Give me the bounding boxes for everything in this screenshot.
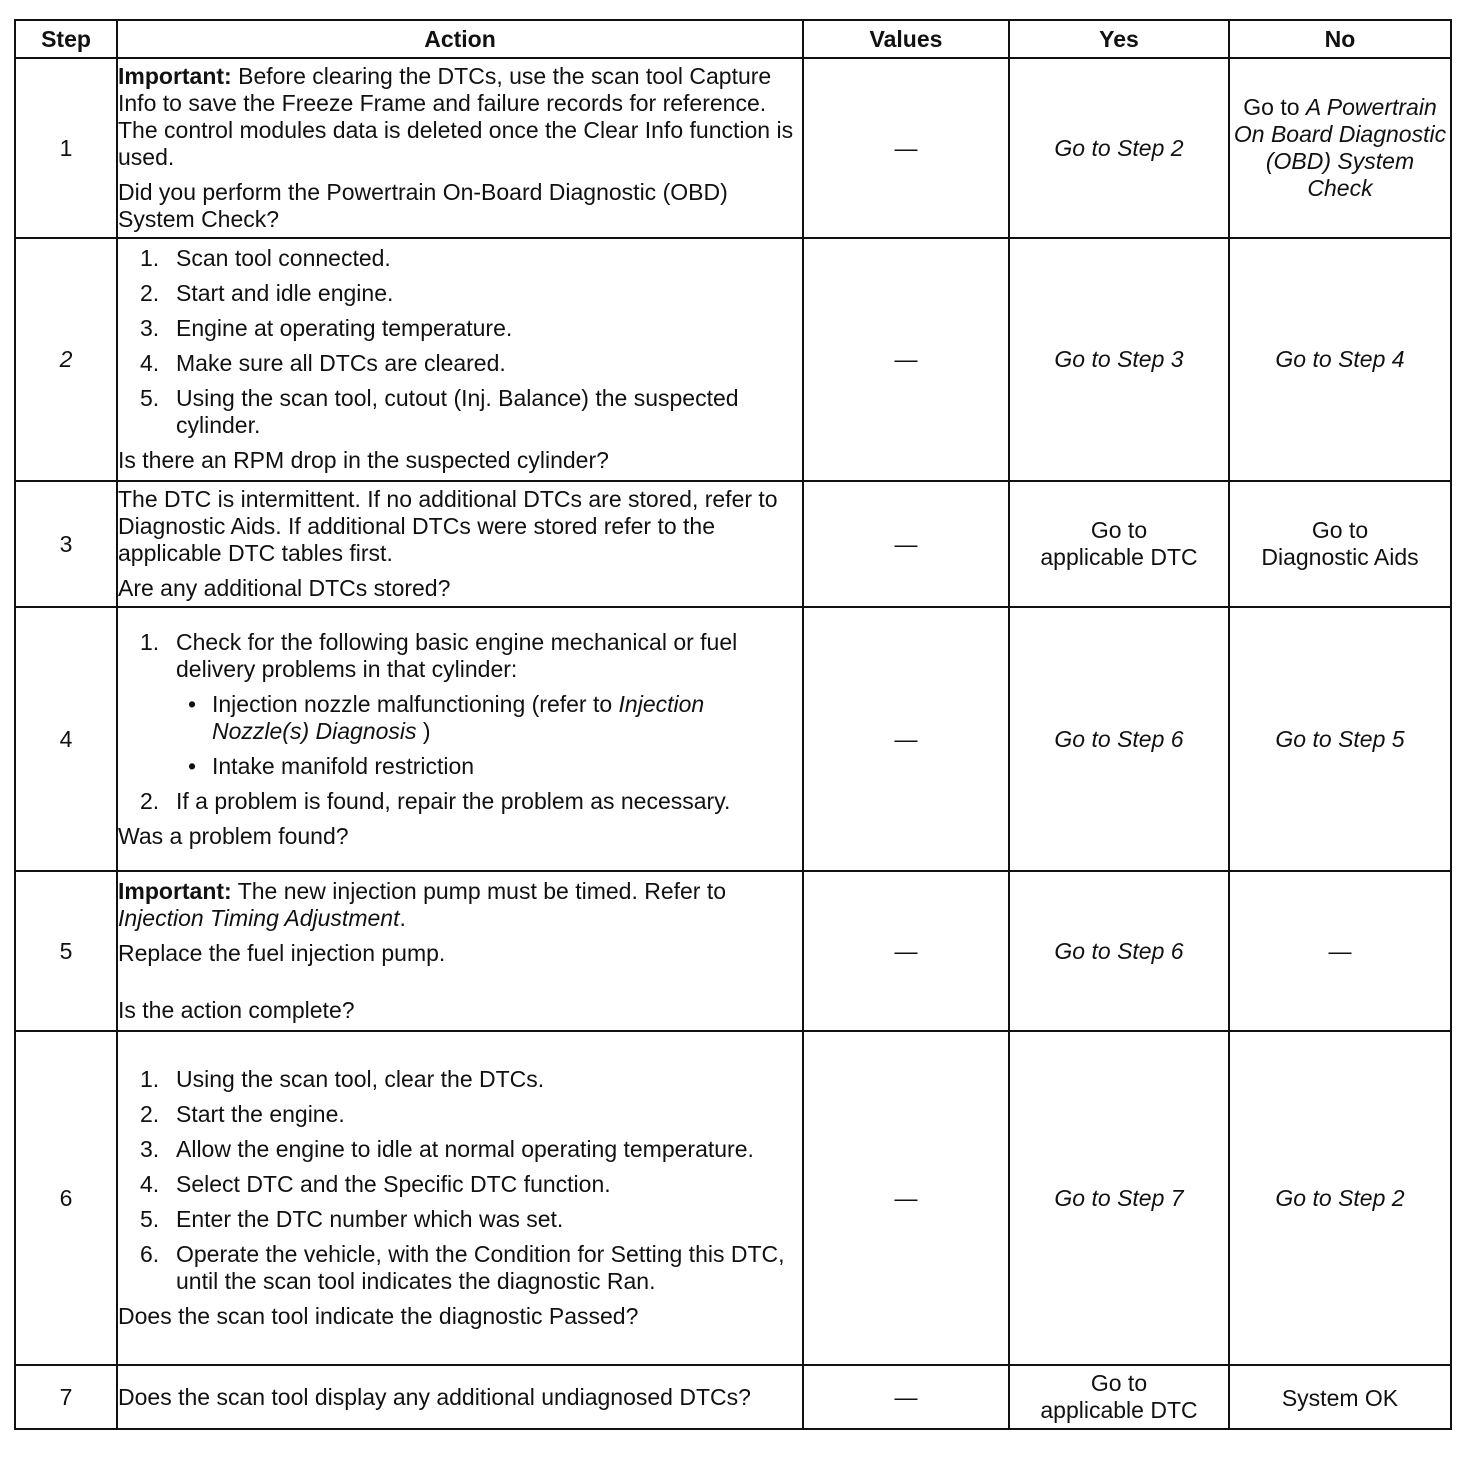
list-item-number: 3. [140,315,160,341]
list-item-number: 4. [140,1171,160,1197]
yes-cell [1009,238,1229,481]
action-cell [117,238,803,481]
important-text: Before clearing the DTCs, use the scan tool Capture Info to save the Freeze Frame and failure records for reference. The control modules data is deleted once the Clear Info function is used. [118,63,794,170]
no-outcome-prefix: Go to [1243,94,1306,120]
step-number: 7 [15,1365,117,1429]
table-row [15,1365,1451,1429]
table-row [15,238,1451,481]
action-cell [117,58,803,238]
values-cell [803,607,1009,871]
bullet-link[interactable]: Injection Nozzle(s) Diagnosis [212,690,705,744]
yes-outcome-link[interactable]: Go to Step 6 [1054,725,1184,752]
table-row [15,58,1451,238]
important-label: Important: [118,63,232,89]
list-item-number: 5. [140,385,160,411]
list-item [118,385,802,439]
yes-outcome-link[interactable] [1010,1368,1228,1426]
table-row [15,1031,1451,1365]
no-cell [1229,607,1451,871]
yes-outcome-link[interactable] [1010,513,1228,575]
yes-outcome-link[interactable]: Go to Step 2 [1054,134,1184,161]
list-item [118,315,802,342]
list-item [118,280,802,307]
bullet-icon: • [188,690,197,717]
no-outcome-link[interactable] [1230,90,1450,206]
yes-outcome-line: applicable DTC [1040,544,1198,570]
no-cell [1229,871,1451,1031]
no-dash: — [1328,937,1352,964]
list-item-text: Make sure all DTCs are cleared. [176,350,506,376]
yes-cell [1009,607,1229,871]
values-cell [803,481,1009,607]
sub-bullet-list [176,691,802,780]
table-row [15,481,1451,607]
list-item-text: Using the scan tool, clear the DTCs. [176,1066,545,1092]
action-text: Replace the fuel injection pump. [118,940,446,966]
step-number: 5 [15,871,117,1031]
list-item-text: Operate the vehicle, with the Condition for Setting this DTC, until the scan tool indicates the diagnostic Ran. [176,1241,785,1294]
list-item [118,1066,802,1093]
values-cell [803,238,1009,481]
diagnostic-table [14,19,1452,1430]
bullet-item [176,753,802,780]
table-row [15,607,1451,871]
no-cell [1229,1031,1451,1365]
yes-cell [1009,1365,1229,1429]
no-outcome-link[interactable]: Go to Step 4 [1275,346,1405,372]
yes-cell [1009,1031,1229,1365]
yes-outcome-link[interactable]: Go to Step 3 [1054,346,1184,372]
bullet-item [176,691,802,745]
value-dash: — [894,937,918,964]
value-dash: — [894,1184,918,1211]
important-label: Important: [118,878,232,904]
action-cell [117,1031,803,1365]
action-steps-list [118,629,802,815]
list-item-text: Scan tool connected. [176,245,391,271]
list-item-number: 5. [140,1206,160,1232]
bullet-text-end: ) [416,717,431,744]
list-item [118,1206,802,1233]
list-item-number: 2. [140,787,160,814]
table-row [15,871,1451,1031]
important-note [118,878,802,932]
values-cell [803,1031,1009,1365]
bullet-icon: • [188,752,197,779]
list-item-number: 4. [140,350,160,376]
step-number: 3 [15,481,117,607]
step-question: Was a problem found? [118,822,349,849]
header-values: Values [803,20,1009,58]
important-text: The new injection pump must be timed. Refer to [231,878,727,904]
list-item-number: 3. [140,1136,160,1162]
list-item [118,1241,802,1295]
step-number: 6 [15,1031,117,1365]
no-outcome-link[interactable] [1230,513,1450,575]
list-item [118,1101,802,1128]
list-item-text: Engine at operating temperature. [176,315,513,341]
important-text-end: . [399,905,406,931]
action-cell [117,871,803,1031]
list-item-text: Enter the DTC number which was set. [176,1206,564,1232]
step-question: Does the scan tool display any additional undiagnosed DTCs? [118,1383,751,1410]
list-item [118,1171,802,1198]
list-item-number: 2. [140,280,160,306]
bullet-text: Injection nozzle malfunctioning (refer to [212,690,619,717]
no-cell [1229,238,1451,481]
action-cell [117,1365,803,1429]
values-cell [803,1365,1009,1429]
list-item-text: If a problem is found, repair the problem as necessary. [176,787,731,814]
values-cell [803,871,1009,1031]
step-question: Are any additional DTCs stored? [118,575,451,601]
list-item-number: 1. [140,628,160,655]
step-number: 1 [15,58,117,238]
list-item-number: 1. [140,1066,160,1092]
list-item [118,1136,802,1163]
step-question: Is there an RPM drop in the suspected cylinder? [118,447,609,473]
no-cell [1229,481,1451,607]
list-item-text: Start the engine. [176,1101,345,1127]
value-dash: — [894,134,918,161]
action-cell [117,607,803,871]
list-item-text: Using the scan tool, cutout (Inj. Balance) the suspected cylinder. [176,385,739,438]
list-item [118,350,802,377]
action-steps-list [118,245,802,439]
no-cell [1229,1365,1451,1429]
header-yes: Yes [1009,20,1229,58]
header-action: Action [117,20,803,58]
list-item-text: Check for the following basic engine mechanical or fuel delivery problems in that cylinder: [176,628,738,682]
list-item-text: Start and idle engine. [176,280,394,306]
value-dash: — [894,346,918,372]
list-item-text: Select DTC and the Specific DTC function. [176,1171,611,1197]
action-text: The DTC is intermittent. If no additional DTCs are stored, refer to Diagnostic Aids. If additional DTCs were stored refer to the applicable DTC tables first. [118,486,778,566]
important-link[interactable]: Injection Timing Adjustment [118,905,400,931]
yes-cell [1009,481,1229,607]
step-question: Is the action complete? [118,997,355,1023]
yes-outcome-line: applicable DTC [1040,1397,1198,1423]
no-outcome-target: A Powertrain On Board Diagnostic (OBD) System Check [1233,94,1447,201]
yes-outcome-link[interactable]: Go to Step 7 [1054,1184,1184,1211]
step-number: 2 [15,238,117,481]
value-dash: — [894,1383,918,1410]
no-outcome-line: Go to [1311,517,1369,543]
step-number: 4 [15,607,117,871]
step-question: Did you perform the Powertrain On-Board Diagnostic (OBD) System Check? [118,179,728,232]
list-item-text: Allow the engine to idle at normal operating temperature. [176,1136,754,1162]
header-row [15,20,1451,58]
yes-outcome-line: Go to [1090,517,1148,543]
list-item-number: 6. [140,1241,160,1267]
header-step: Step [15,20,117,58]
yes-outcome-line: Go to [1090,1370,1148,1396]
yes-outcome-link[interactable]: Go to Step 6 [1054,937,1184,964]
step-question: Does the scan tool indicate the diagnostic Passed? [118,1303,639,1329]
value-dash: — [894,725,918,752]
list-item-number: 1. [140,245,160,271]
list-item [118,245,802,272]
no-outcome-line: Diagnostic Aids [1261,544,1419,570]
no-cell [1229,58,1451,238]
yes-cell [1009,871,1229,1031]
action-steps-list [118,1066,802,1295]
list-item [118,788,802,815]
yes-cell [1009,58,1229,238]
list-item-number: 2. [140,1101,160,1127]
bullet-text: Intake manifold restriction [212,752,475,779]
value-dash: — [894,530,918,557]
list-item [118,629,802,780]
important-note [118,63,802,171]
action-cell [117,481,803,607]
no-outcome-link[interactable]: System OK [1281,1384,1399,1411]
no-outcome-link[interactable]: Go to Step 2 [1275,1184,1405,1211]
header-no: No [1229,20,1451,58]
values-cell [803,58,1009,238]
no-outcome-link[interactable]: Go to Step 5 [1275,725,1405,752]
